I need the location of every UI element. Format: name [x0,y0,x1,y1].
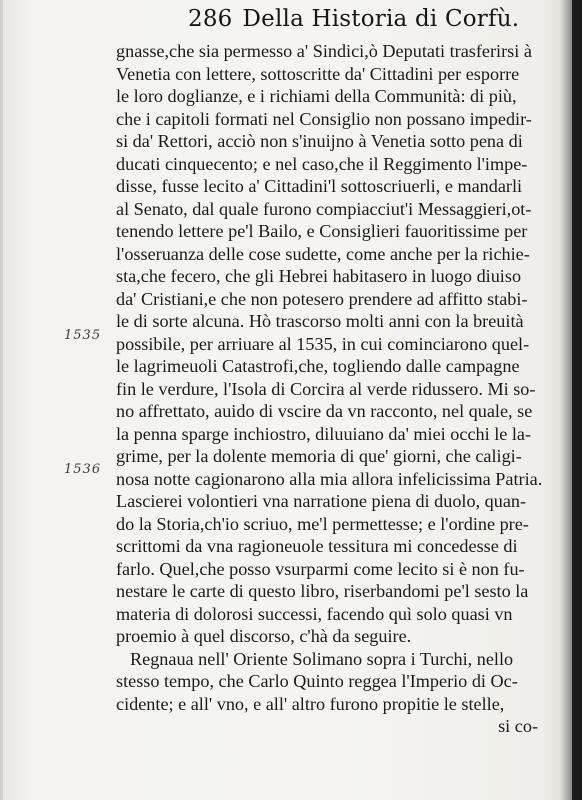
text-line: possibile, per arriuare al 1535, in cui cominciarono quel- [116,333,530,354]
text-line: Regnaua nell' Oriente Solimano sopra i Turchi, nello [130,648,514,669]
running-title: Della Historia di Corfù. [242,6,520,32]
text-line: no affrettato, auido di vscire da vn racconto, nel quale, se [116,401,533,421]
text-line: Lascierei volontieri vna narratione piena di duolo, quan- [116,491,527,511]
text-line: ducati cinquecento; e nel caso,che il Reggimento l'impe- [116,153,528,174]
body-text [116,40,572,738]
text-line: da' Cristiani,e che non potesero prendere ad affitto stabi- [116,288,528,309]
text-line: gnasse,che sia permesso a' Sindici,ò Deputati trasferirsi à [116,41,532,61]
margin-note-year: 1535 [64,328,102,343]
text-line: farlo. Quel,che posso vsurparmi come lecito si è non fu- [116,558,525,579]
text-line: le lagrimeuoli Catastrofi,che, togliendo dalle campagne [116,356,520,376]
running-header [188,6,548,32]
text-line: al Senato, dal quale furono compiacciut'i Messaggieri,ot- [116,198,532,219]
page-number: 286 [188,6,233,32]
text-line: stesso tempo, che Carlo Quinto reggea l'Imperio di Oc- [116,671,518,691]
text-line: si da' Rettori, acciò non s'inuijno à Venetia sotto pena di [116,131,523,151]
text-line: grime, per la dolente memoria di que' giorni, che caligi- [116,446,522,466]
catchword: si co- [498,716,538,736]
text-line: disse, fusse lecito a' Cittadini'l sottoscriuerli, e mandarli [116,176,523,196]
text-line: la penna sparge inchiostro, diluuiano da' miei occhi le la- [116,423,532,444]
text-line: fin le verdure, l'Isola di Corcira al verde ridussero. Mi so- [116,378,536,399]
text-line: scrittomi da vna ragioneuole tessitura mi concedesse di [116,536,518,556]
text-line: proemio à quel discorso, c'hà da seguire. [116,626,412,646]
text-line: che i capitoli formati nel Consiglio non possano impedir- [116,108,532,129]
text-line: materia di dolorosi successi, facendo quì solo quasi vn [116,603,513,624]
page-edge-shadow [560,0,572,800]
page-gutter [0,0,3,800]
text-line: le di sorte alcuna. Hò trascorso molti anni con la breuità [116,311,524,331]
text-line: tenendo lettere pe'l Bailo, e Consiglieri fauoritissime per [116,221,528,241]
text-line: l'osseruanza delle cose sudette, come anche per la richie- [116,243,530,264]
text-line: nosa notte cagionarono alla mia allora infelicissima Patria. [116,468,543,489]
text-line: do la Storia,ch'io scriuo, me'l permettesse; e l'ordine pre- [116,513,529,534]
text-line: nestare le carte di questo libro, riserbandomi pe'l sesto la [116,581,529,601]
text-line: cidente; e all' vno, e all' altro furono propitie le stelle, [116,693,505,714]
text-line: sta,che fecero, che gli Hebrei habitasero in luogo diuiso [116,266,522,286]
text-line: Venetia con lettere, sottoscritte da' Cittadini per esporre [116,63,520,84]
margin-note-year: 1536 [64,462,102,477]
text-line: le loro doglianze, e i richiami della Communità: di più, [116,86,517,106]
